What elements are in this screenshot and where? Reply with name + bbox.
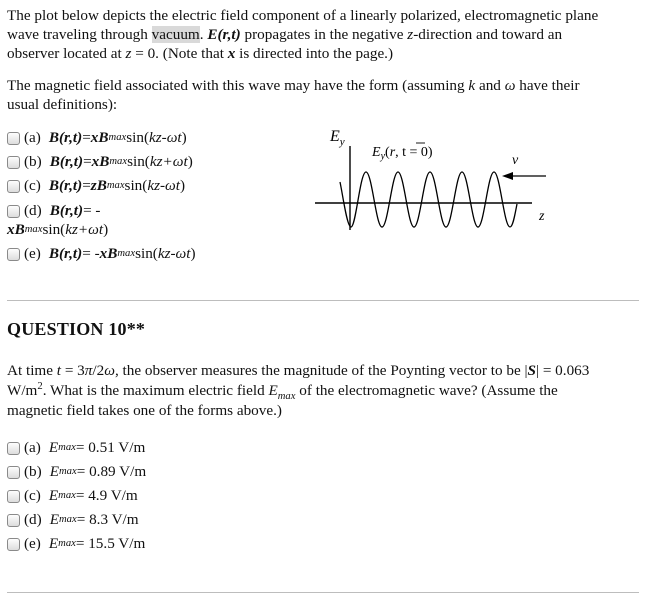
curve-label: $E_y(r$, t = 0)	[372, 145, 433, 162]
z-axis-label: z	[539, 209, 545, 224]
velocity-label: v	[512, 153, 519, 168]
b-option-d[interactable]: (d) B(r,t) = -	[7, 200, 100, 222]
checkbox-b-a[interactable]	[7, 132, 20, 145]
e-option-d[interactable]: (d) E max = 8.3 V/m	[7, 509, 139, 531]
velocity-arrowhead	[502, 172, 513, 180]
intro-line-2: wave traveling through vacuum. E(r,t) propagates in the negative z-direction and toward an	[7, 26, 563, 43]
prompt-paragraph	[7, 76, 637, 114]
question-line-2: $W/m^2$. What is the maximum electric field $E_{max}$ of the electromagnetic wave? (Assume the	[7, 380, 558, 403]
intro-paragraph	[7, 6, 637, 63]
checkbox-b-c[interactable]	[7, 180, 20, 193]
checkbox-e-c[interactable]	[7, 490, 20, 503]
intro-line-1: The plot below depicts the electric field component of a linearly polarized, electromagnetic plane	[7, 7, 599, 24]
wave-figure	[310, 122, 560, 237]
question-line-1: At time t = 3π/2ω, the observer measures the magnitude of the Poynting vector to be |S| = 0.063	[7, 362, 590, 379]
ey-axis-label: $E_y$	[330, 128, 345, 148]
checkbox-e-d[interactable]	[7, 514, 20, 527]
e-option-e[interactable]: (e) E max = 15.5 V/m	[7, 533, 145, 555]
highlighted-word: vacuum	[151, 26, 200, 43]
divider-bottom	[7, 592, 639, 593]
checkbox-b-e[interactable]	[7, 248, 20, 261]
e-option-a[interactable]: (a) E max = 0.51 V/m	[7, 437, 145, 459]
b-option-d-continued: x B max sin( kz+ωt )	[7, 221, 109, 238]
e-option-c[interactable]: (c) E max = 4.9 V/m	[7, 485, 138, 507]
question-paragraph	[7, 361, 637, 421]
checkbox-b-d[interactable]	[7, 205, 20, 218]
checkbox-e-e[interactable]	[7, 538, 20, 551]
intro-line-3: observer located at z = 0. (Note that x is directed into the page.)	[7, 45, 394, 62]
e-option-b[interactable]: (b) E max = 0.89 V/m	[7, 461, 146, 483]
checkbox-e-b[interactable]	[7, 466, 20, 479]
question-title: QUESTION 10**	[7, 319, 146, 339]
b-option-a[interactable]: (a) B(r,t) = x B max sin( kz-ωt )	[7, 127, 187, 149]
wave-curve	[340, 172, 517, 227]
question-line-3: magnetic field takes one of the forms above.)	[7, 402, 282, 419]
checkbox-b-b[interactable]	[7, 156, 20, 169]
prompt-line-2: usual definitions):	[7, 96, 118, 113]
b-option-b[interactable]: (b) B(r,t) = x B max sin( kz+ωt )	[7, 151, 193, 173]
b-option-e[interactable]: (e) B(r,t) = - x B max sin( kz-ωt )	[7, 243, 196, 265]
checkbox-e-a[interactable]	[7, 442, 20, 455]
b-option-c[interactable]: (c) B(r,t) = z B max sin( kz-ωt )	[7, 175, 185, 197]
prompt-line-1: The magnetic field associated with this wave may have the form (assuming k and ω have their	[7, 77, 580, 94]
divider-top	[7, 300, 639, 301]
